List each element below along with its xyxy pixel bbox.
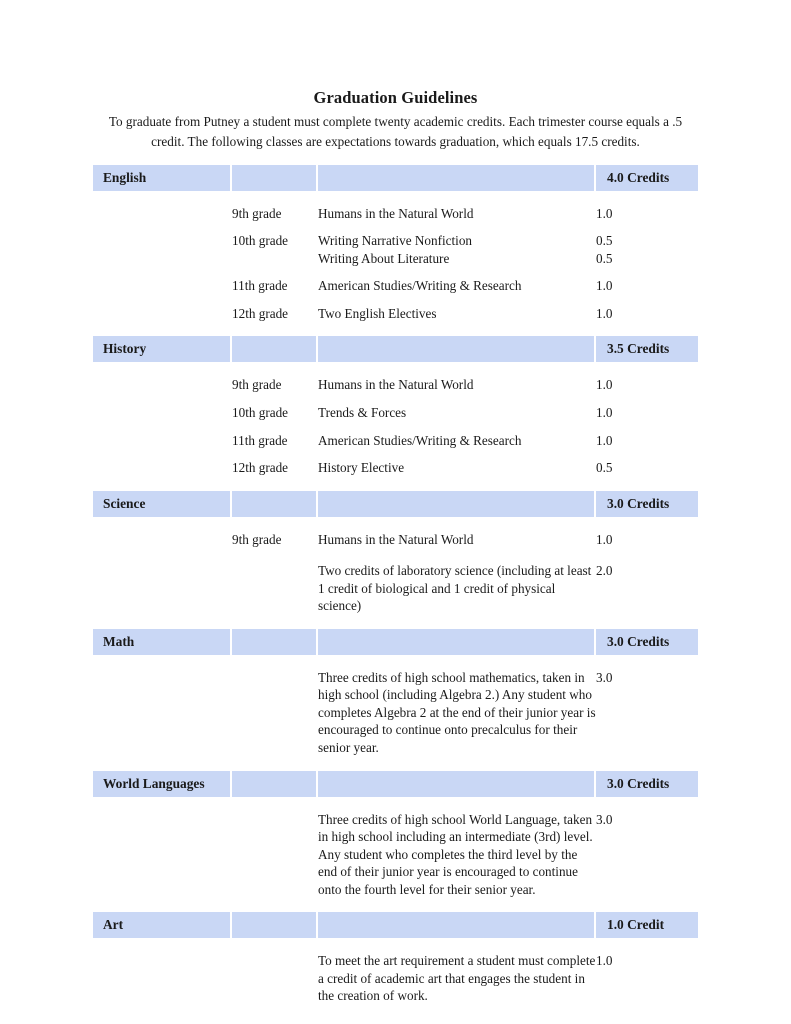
row-spacer: [93, 394, 698, 404]
page-title: Graduation Guidelines: [313, 88, 478, 107]
spacer-cell: [93, 898, 698, 912]
row-grade: [232, 669, 318, 757]
section-course-spacer: [318, 629, 596, 655]
section-course-spacer: [318, 912, 596, 938]
row-grade: 10th grade: [232, 404, 318, 422]
section-subject: History: [93, 336, 232, 362]
row-subject-blank: [93, 376, 232, 394]
row-course: Two credits of laboratory science (including at least 1 credit of biological and 1 credit of physical science): [318, 562, 596, 615]
section-credits-total: 3.0 Credits: [596, 491, 698, 517]
row-subject-blank: [93, 459, 232, 477]
section-course-spacer: [318, 336, 596, 362]
spacer-cell: [93, 548, 698, 562]
section-grade-spacer: [232, 491, 318, 517]
row-subject-blank: [93, 404, 232, 422]
table-row: [93, 459, 698, 477]
spacer-cell: [93, 295, 698, 305]
row-course: History Elective: [318, 459, 596, 477]
row-grade: [232, 562, 318, 615]
section-course-spacer: [318, 771, 596, 797]
row-grade: 12th grade: [232, 305, 318, 323]
section-subject: Science: [93, 491, 232, 517]
row-subject-blank: [93, 250, 232, 268]
section-credits-total: 3.0 Credits: [596, 629, 698, 655]
section-credits-total: 3.5 Credits: [596, 336, 698, 362]
row-credit: 1.0: [596, 376, 698, 394]
spacer-cell: [93, 477, 698, 491]
table-row: [93, 952, 698, 1005]
section-grade-spacer: [232, 629, 318, 655]
row-spacer: [93, 938, 698, 952]
spacer-cell: [93, 191, 698, 205]
row-spacer: [93, 295, 698, 305]
row-grade: 11th grade: [232, 432, 318, 450]
section-grade-spacer: [232, 912, 318, 938]
row-credit: 1.0: [596, 305, 698, 323]
spacer-cell: [93, 797, 698, 811]
row-spacer: [93, 322, 698, 336]
row-course: Three credits of high school World Language, taken in high school including an intermediate (3rd) level. Any student who completes the third level by the end of their junior year is encouraged to continue onto the fourth level for their senior year.: [318, 811, 596, 899]
row-spacer: [93, 898, 698, 912]
section-subject: World Languages: [93, 771, 232, 797]
row-subject-blank: [93, 232, 232, 250]
row-spacer: [93, 267, 698, 277]
section-header-english: [93, 165, 698, 191]
row-course: To meet the art requirement a student must complete a credit of academic art that engages the student in the creation of work.: [318, 953, 596, 1004]
section-header-science: [93, 491, 698, 517]
section-course-spacer: [318, 165, 596, 191]
row-course: Humans in the Natural World: [318, 376, 596, 394]
row-grade: [232, 811, 318, 899]
row-credit: 2.0: [596, 562, 698, 615]
spacer-cell: [93, 517, 698, 531]
section-subject: English: [93, 165, 232, 191]
table-row: [93, 305, 698, 323]
graduation-requirements-table: [93, 165, 698, 1005]
row-spacer: [93, 757, 698, 771]
spacer-cell: [93, 394, 698, 404]
row-grade: [232, 952, 318, 1005]
row-spacer: [93, 797, 698, 811]
row-spacer: [93, 477, 698, 491]
row-spacer: [93, 615, 698, 629]
spacer-cell: [93, 362, 698, 376]
row-course: Writing About Literature: [318, 250, 596, 268]
row-spacer: [93, 517, 698, 531]
row-grade: 9th grade: [232, 205, 318, 223]
row-credit: 0.5: [596, 232, 698, 250]
spacer-cell: [93, 757, 698, 771]
spacer-cell: [93, 322, 698, 336]
row-credit: 0.5: [596, 459, 698, 477]
row-spacer: [93, 362, 698, 376]
row-course: Writing Narrative Nonfiction: [318, 232, 596, 250]
section-grade-spacer: [232, 771, 318, 797]
section-credits-total: 3.0 Credits: [596, 771, 698, 797]
row-course: Two English Electives: [318, 305, 596, 323]
spacer-cell: [93, 615, 698, 629]
row-subject-blank: [93, 432, 232, 450]
spacer-cell: [93, 422, 698, 432]
row-credit: 1.0: [596, 277, 698, 295]
row-spacer: [93, 222, 698, 232]
row-grade: 12th grade: [232, 459, 318, 477]
section-header-math: [93, 629, 698, 655]
table-row: [93, 562, 698, 615]
row-credit: 1.0: [596, 531, 698, 549]
row-subject-blank: [93, 952, 232, 1005]
row-credit: 1.0: [596, 404, 698, 422]
table-row: [93, 376, 698, 394]
table-row: [93, 205, 698, 223]
row-grade: 9th grade: [232, 531, 318, 549]
row-spacer: [93, 191, 698, 205]
row-subject-blank: [93, 811, 232, 899]
spacer-cell: [93, 655, 698, 669]
row-spacer: [93, 548, 698, 562]
row-spacer: [93, 655, 698, 669]
table-row: [93, 432, 698, 450]
section-course-spacer: [318, 491, 596, 517]
table-row: [93, 250, 698, 268]
row-spacer: [93, 449, 698, 459]
row-grade: 9th grade: [232, 376, 318, 394]
table-row: [93, 404, 698, 422]
section-grade-spacer: [232, 336, 318, 362]
table-row: [93, 669, 698, 757]
row-spacer: [93, 422, 698, 432]
table-row: [93, 811, 698, 899]
section-subject: Art: [93, 912, 232, 938]
row-subject-blank: [93, 531, 232, 549]
row-credit: 1.0: [596, 952, 698, 1005]
section-subject: Math: [93, 629, 232, 655]
row-subject-blank: [93, 205, 232, 223]
spacer-cell: [93, 938, 698, 952]
row-course: American Studies/Writing & Research: [318, 432, 596, 450]
section-header-art: [93, 912, 698, 938]
row-credit: 0.5: [596, 250, 698, 268]
row-grade: 11th grade: [232, 277, 318, 295]
section-header-world-languages: [93, 771, 698, 797]
row-course: Trends & Forces: [318, 404, 596, 422]
spacer-cell: [93, 267, 698, 277]
row-grade: 10th grade: [232, 232, 318, 250]
table-row: [93, 531, 698, 549]
table-row: [93, 277, 698, 295]
row-course: Humans in the Natural World: [318, 531, 596, 549]
section-header-history: [93, 336, 698, 362]
section-credits-total: 1.0 Credit: [596, 912, 698, 938]
row-credit: 1.0: [596, 205, 698, 223]
spacer-cell: [93, 449, 698, 459]
row-course: American Studies/Writing & Research: [318, 277, 596, 295]
section-grade-spacer: [232, 165, 318, 191]
row-subject-blank: [93, 277, 232, 295]
row-subject-blank: [93, 562, 232, 615]
row-course: Humans in the Natural World: [318, 205, 596, 223]
row-subject-blank: [93, 669, 232, 757]
spacer-cell: [93, 222, 698, 232]
row-course: Three credits of high school mathematics, taken in high school (including Algebra 2.) Any student who completes Algebra 2 at the end of their junior year is encouraged to continue onto precalculus for their senior year.: [318, 669, 596, 755]
table-row: [93, 232, 698, 250]
row-credit: 3.0: [596, 669, 698, 757]
intro-paragraph: To graduate from Putney a student must complete twenty academic credits. Each trimester course equals a .5 credit. The following classes are expectations towards graduation, which equals 17.5 credits.: [108, 113, 683, 150]
row-credit: 3.0: [596, 811, 698, 899]
row-credit: 1.0: [596, 432, 698, 450]
section-credits-total: 4.0 Credits: [596, 165, 698, 191]
document-body: [93, 88, 698, 1005]
row-subject-blank: [93, 305, 232, 323]
row-grade: [232, 250, 318, 268]
